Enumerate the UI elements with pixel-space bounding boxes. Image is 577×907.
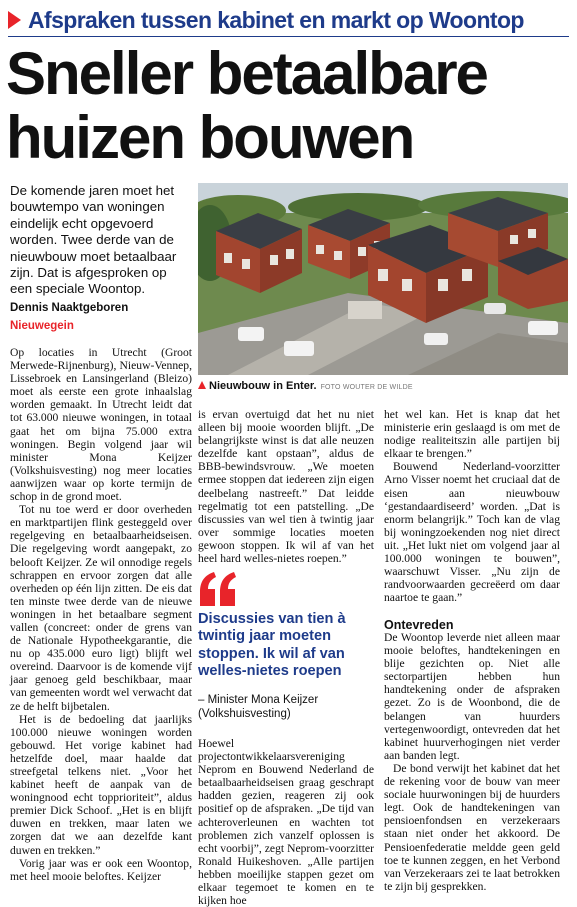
red-triangle-icon (198, 381, 206, 389)
body-paragraph: is ervan overtuigd dat het nu niet alleen bij mooie woorden blijft. „De belangrijkste winst is dat alle neuzen dezelfde kant opstaan”, aldus de BBB-bewindsvrouw. „We moeten ermee stoppen dat iedereen zijn eigen deelbelang nastreeft.” Dat leidde regelmatig tot een patstelling. „De discussies van wel tien à twintig jaar over sommige locaties moeten gewoon stoppen. Ik wil af van het heel hard welles-nietes roepen.” (198, 408, 374, 566)
photo-caption (198, 380, 413, 392)
pull-quote-source (198, 693, 374, 721)
caption-text: Nieuwbouw in Enter. (209, 380, 317, 392)
body-paragraph: Vorig jaar was er ook een Woontop, met heel mooie beloftes. Keijzer (10, 856, 192, 883)
body-column-3-lower (384, 631, 560, 893)
body-column-3 (384, 408, 560, 604)
body-paragraph: Het is de bedoeling dat jaarlijks 100.000 nieuwe woningen worden gebouwd. Het vorige kabinet had hetzelfde doel, maar haalde dat streefgetal telkens niet. „Voor het kabinet heeft de aanpak van de woningnood echt topprioriteit”, aldus premier Dick Schoof. „Het is en blijft duwen en trekken, maar laten we zorgen dat we aan dezelfde kant duwen en trekken.” (10, 712, 192, 857)
intro-paragraph: De komende jaren moet het bouwtempo van woningen eindelijk echt opgevoerd worden. Twee derde van de nieuwbouw moet betaalbaar zijn. Dat is afgesproken op een speciale Woontop. (10, 183, 177, 297)
headline: Sneller betaalbare huizen bouwen (6, 40, 487, 171)
body-column-2 (198, 408, 374, 565)
kicker-text: Afspraken tussen kabinet en markt op Woontop (28, 7, 524, 33)
subheading: Ontevreden (384, 618, 454, 632)
red-triangle-icon (8, 11, 21, 29)
body-column-1 (10, 346, 192, 883)
dateline-location: Nieuwegein (10, 320, 74, 332)
body-paragraph: Bouwend Nederland-voorzitter Arno Visser noemt het cruciaal dat de eisen aan nieuwbouw ‘gestandaardiseerd’ worden. „Dat is enorm belangrijk.” Toch kan de vlag bij woningzoekenden nog niet direct uit. „Het lukt niet om volgend jaar al 100.000 woningen te bouwen”, waarschuwt Visser. „Nu zijn de randvoorwaarden gecreëerd om daar naartoe te gaan.” (384, 460, 560, 605)
quote-mark-icon (198, 572, 238, 606)
body-paragraph: Op locaties in Utrecht (Groot Merwede-Rijnenburg), Nieuw-Vennep, Lissebroek en Lansingerland (Bleizo) moet als eerste een grote inhaalslag worden gemaakt. In Utrecht leidt dat tot 63.000 nieuwe woningen, in totaal gaat het om bijna 75.000 extra woningen. Begin volgend jaar wil minister Mona Keijzer (Volkshuisvesting) nog meer locaties aanwijzen waar op korte termijn de schop in de grond moet. (10, 346, 192, 504)
body-paragraph: Hoewel projectontwikkelaarsvereniging Neprom en Bouwend Nederland de betaalbaarheidseisen graag geschrapt hadden gezien, reageren zij ook positief op de afspraken. „De tijd van achteroverleunen en wachten tot problemen zich vanzelf oplossen is echt voorbij”, zegt Neprom-voorzitter Ronald Huikeshoven. „Alle partijen hebben moeilijke stappen gezet om elkaar tegemoet te komen en te kijken hoe (198, 737, 374, 907)
photo-credit: FOTO WOUTER DE WILDE (320, 384, 413, 391)
body-paragraph: De bond verwijt het kabinet dat het de rekening voor de bouw van meer sociale huurwoningen bij de huurders legt. Ook de handtekeningen van pensioenfondsen en verzekeraars staan niet onder het akkoord. De Pensioenfederatie meldde geen geld toe te kunnen zeggen, en het Verbond van Verzekeraars zei te laat betrokken te zijn bij gesprekken. (384, 761, 560, 893)
article-photo (198, 183, 568, 375)
quote-source-role: (Volkshuisvesting) (198, 708, 291, 720)
body-column-2-lower (198, 737, 374, 907)
kicker-bar (8, 6, 569, 37)
author-name: Dennis Naaktgeboren (10, 302, 129, 314)
body-paragraph: Tot nu toe werd er door overheden en marktpartijen flink gesteggeld over regelgeving en betaalbaarheidseisen. Die regelgeving wordt aangepakt, zo belooft Keijzer. Ze wil onnodige regels schrappen en ervoor zorgen dat alle overheden op één lijn zitten. De eis dat ten minste twee derde van de nieuwe woningen in het betaalbare segment vallen (concreet: onder de grens van de Nationale Hypotheekgarantie, die nu op 435.000 euro ligt) blijft wel overeind. Daarvoor is de komende vijf jaar genoeg geld beschikbaar, maar van gemeenten wordt wel verwacht dat ze de helft bijbetalen. (10, 503, 192, 713)
quote-source-name: – Minister Mona Keijzer (198, 694, 319, 706)
body-paragraph: het wel kan. Het is knap dat het ministerie erin geslaagd is om met de nodige realiteitszin alle partijen bij elkaar te brengen.” (384, 408, 560, 461)
pull-quote: Discussies van tien à twintig jaar moeten stoppen. Ik wil af van welles-nietes roepen (198, 611, 346, 680)
body-paragraph: De Woontop leverde niet alleen maar mooie beloftes, handtekeningen en blije gezichten op. Niet alle sectorpartijen hebben hun handtekening onder de afspraken gezet. Zo is de Woonbond, die de belangen van huurders vertegenwoordigt, ontevreden dat het kabinet huurverhogingen niet verder aan banden legt. (384, 631, 560, 762)
